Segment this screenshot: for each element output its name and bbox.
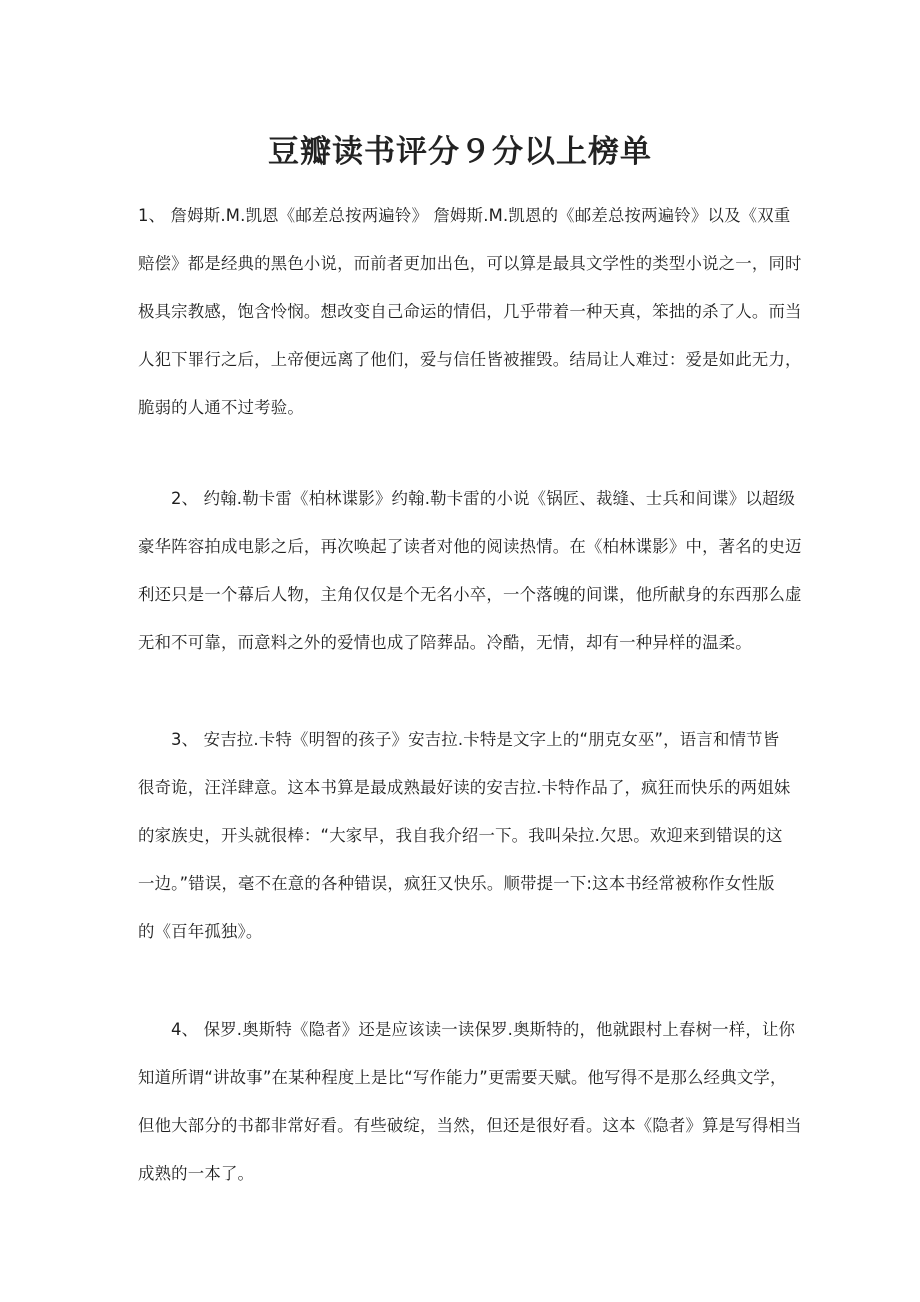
paragraph-line: 4、 保罗.奥斯特《隐者》还是应该读一读保罗.奥斯特的，他就跟村上春树一样，让你 [171, 1020, 796, 1039]
paragraph-line: 利还只是一个幕后人物，主角仅仅是个无名小卒，一个落魄的间谍，他所献身的东西那么虚 [138, 585, 802, 604]
paragraph-line: 无和不可靠，而意料之外的爱情也成了陪葬品。冷酷，无情，却有一种异样的温柔。 [138, 633, 752, 652]
paragraph-line: 人犯下罪行之后，上帝便远离了他们，爱与信任皆被摧毁。结局让人难过：爱是如此无力， [138, 350, 802, 369]
paragraph-line: 很奇诡，汪洋肆意。这本书算是最成熟最好读的安吉拉.卡特作品了，疯狂而快乐的两姐妹 [138, 778, 791, 797]
paragraph-line: 3、 安吉拉.卡特《明智的孩子》安吉拉.卡特是文字上的“朋克女巫”，语言和情节皆 [171, 730, 780, 749]
paragraph-line: 的《百年孤独》。 [138, 922, 263, 941]
paragraph-1 [138, 192, 802, 432]
paragraph-line: 赔偿》都是经典的黑色小说，而前者更加出色，可以算是最具文学性的类型小说之一，同时 [138, 254, 802, 273]
paragraph-line: 1、 詹姆斯.M.凯恩《邮差总按两遍铃》 詹姆斯.M.凯恩的《邮差总按两遍铃》以及《双重 [138, 206, 791, 225]
paragraph-line: 脆弱的人通不过考验。 [138, 398, 304, 417]
paragraph-2 [138, 475, 802, 667]
paragraph-3 [138, 716, 798, 956]
paragraph-line: 豪华阵容拍成电影之后，再次唤起了读者对他的阅读热情。在《柏林谍影》中，著名的史迈 [138, 537, 802, 556]
paragraph-line: 但他大部分的书都非常好看。有些破绽，当然，但还是很好看。这本《隐者》算是写得相当 [138, 1116, 802, 1135]
paragraph-line: 一边。”错误，毫不在意的各种错误，疯狂又快乐。顺带提一下:这本书经常被称作女性版 [138, 874, 775, 893]
paragraph-line: 极具宗教感，饱含怜悯。想改变自己命运的情侣，几乎带着一种天真，笨拙的杀了人。而当 [138, 302, 802, 321]
paragraph-line: 的家族史，开头就很棒：“大家早，我自我介绍一下。我叫朵拉.欠思。欢迎来到错误的这 [138, 826, 783, 845]
paragraph-4 [138, 1006, 802, 1198]
page-title: 豆瓣读书评分９分以上榜单 [268, 134, 652, 170]
paragraph-line: 知道所谓“讲故事”在某种程度上是比“写作能力”更需要天赋。他写得不是那么经典文学， [138, 1068, 787, 1087]
paragraph-line: 2、 约翰.勒卡雷《柏林谍影》约翰.勒卡雷的小说《锅匠、裁缝、士兵和间谍》以超级 [171, 489, 796, 508]
paragraph-line: 成熟的一本了。 [138, 1164, 255, 1183]
